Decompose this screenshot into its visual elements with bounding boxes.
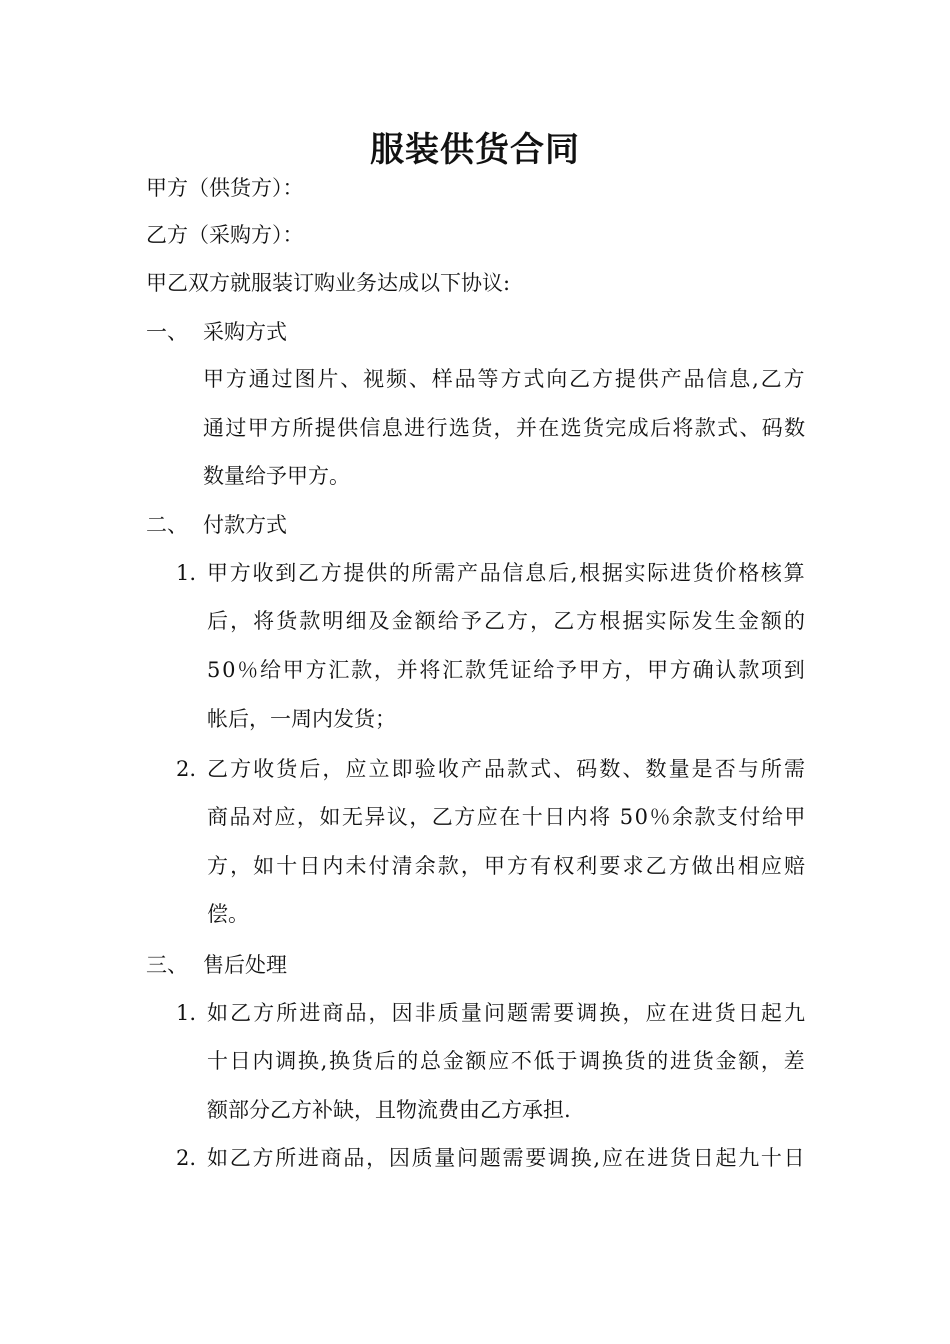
item-line: 如乙方所进商品，因质量问题需要调换,应在进货日起九十日 [207, 1146, 807, 1170]
item-line: 帐后，一周内发货； [207, 707, 396, 731]
document-title: 服装供货合同 [370, 130, 580, 170]
item-line: 乙方收货后，应立即验收产品款式、码数、数量是否与所需 [207, 757, 808, 781]
item-line: 十日内调换,换货后的总金额应不低于调换货的进货金额，差 [207, 1049, 807, 1073]
paragraph-line: 通过甲方所提供信息进行选货，并在选货完成后将款式、码数 [203, 416, 807, 440]
item-line: 方，如十日内未付清余款，甲方有权利要求乙方做出相应赔 [207, 854, 808, 878]
intro-line: 甲乙双方就服装订购业务达成以下协议: [146, 271, 511, 295]
item-line: 甲方收到乙方提供的所需产品信息后,根据实际进货价格核算 [207, 561, 807, 585]
item-line: 商品对应，如无异议，乙方应在十日内将 50％余款支付给甲 [207, 805, 807, 829]
party-b-line: 乙方（采购方）： [146, 223, 304, 247]
item-line: 后，将货款明细及金额给予乙方，乙方根据实际发生金额的 [207, 609, 808, 633]
item-line: 偿。 [207, 902, 249, 926]
section-title: 采购方式 [203, 320, 287, 344]
item-number: 1. [176, 561, 197, 585]
item-line: 如乙方所进商品，因非质量问题需要调换，应在进货日起九 [207, 1001, 808, 1025]
item-line: 额部分乙方补缺，且物流费由乙方承担. [207, 1098, 571, 1122]
section-number: 三、 [146, 953, 188, 977]
section-number: 一、 [146, 320, 188, 344]
paragraph-line: 数量给予甲方。 [203, 464, 350, 488]
item-number: 2. [176, 1146, 197, 1170]
party-a-line: 甲方（供货方）： [146, 176, 304, 200]
section-title: 付款方式 [203, 513, 287, 537]
item-number: 1. [176, 1001, 197, 1025]
paragraph-line: 甲方通过图片、视频、样品等方式向乙方提供产品信息,乙方 [203, 367, 807, 391]
section-number: 二、 [146, 513, 188, 537]
item-line: 50％给甲方汇款，并将汇款凭证给予甲方，甲方确认款项到 [207, 658, 807, 682]
item-number: 2. [176, 757, 197, 781]
section-title: 售后处理 [203, 953, 287, 977]
